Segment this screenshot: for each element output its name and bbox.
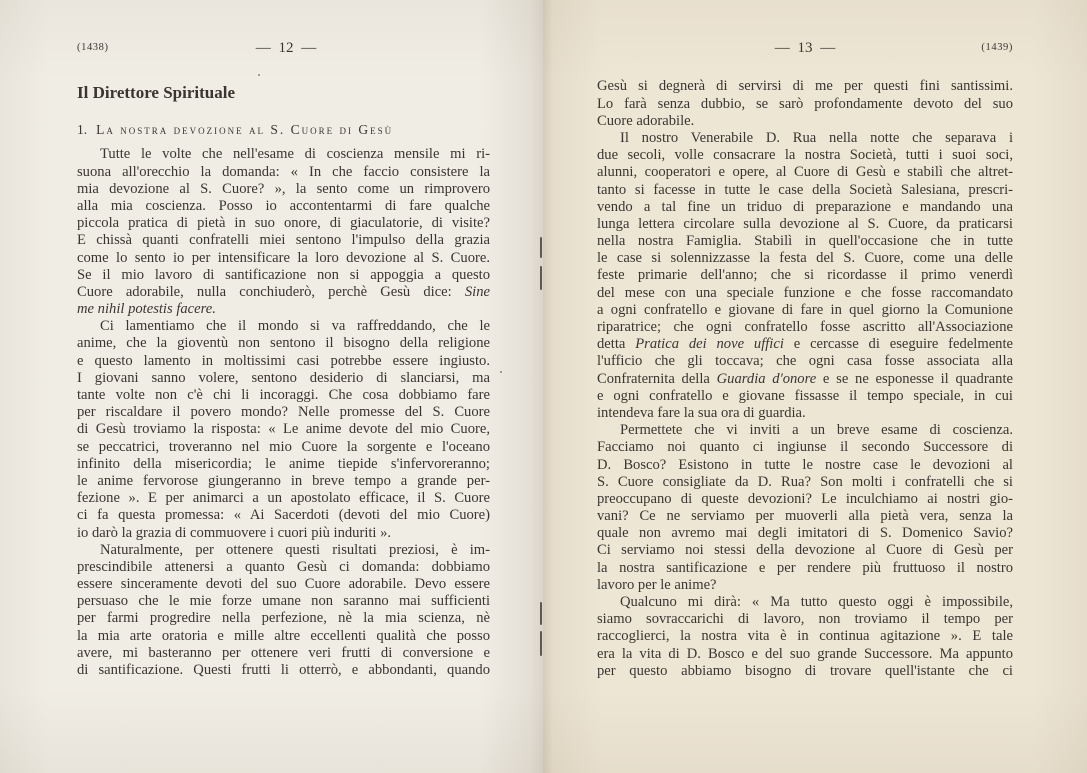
- print-speck: [258, 74, 260, 76]
- line-text: lunga lettera circolare sulla devozione al S. Cuore, da praticarsi: [597, 215, 1013, 232]
- text-line: [77, 628, 490, 645]
- line-text: l'ufficio che gli toccava; che ogni casa fosse associata alla: [597, 353, 1013, 370]
- text-line: [597, 594, 1013, 611]
- text-line: [77, 146, 490, 163]
- line-text: lavoro per le anime?: [597, 576, 717, 593]
- text-line: [77, 353, 490, 370]
- line-text: D. Bosco? Esistono in tutte le nostre case le devozioni al: [597, 456, 1013, 473]
- line-text: tanto si facesse in tutte le case della Società Salesiana, prescri-: [597, 181, 1013, 198]
- line-text: anime, che la gioventù non sentono il bisogno della religione: [77, 335, 490, 352]
- text-line: [597, 302, 1013, 319]
- line-text: io darò la grazia di commuovere i cuori più induriti ».: [77, 524, 392, 541]
- binding-staple-mark: [540, 266, 542, 290]
- right-page: [543, 0, 1087, 773]
- italic-text: me nihil potestis facere.: [77, 301, 216, 318]
- line-text: alunni, cooperatori e opere, al Cuore di Gesù e stabilì che altret-: [597, 164, 1013, 181]
- text-line: [77, 490, 490, 507]
- text-line: [77, 335, 490, 352]
- line-text: feste primarie dell'anno; che si ricordasse il primo venerdì: [597, 267, 1013, 284]
- text-line: [77, 559, 490, 576]
- line-text: prescindibile attenersi a quanto Gesù ci domanda: dobbiamo: [77, 558, 490, 575]
- line-text: per questo abbiamo bisogno di trovare quell'istante che ci: [597, 662, 1013, 679]
- line-text: Naturalmente, per ottenere questi risultati preziosi, è im-: [100, 541, 490, 558]
- line-text: come lo sento io per intensificare la loro devozione al S. Cuore.: [77, 249, 490, 266]
- text-line: [77, 164, 490, 181]
- text-line: [77, 267, 490, 284]
- line-text: vani? Ce ne serviamo per muoverli alla pietà vera, senza la: [597, 508, 1013, 525]
- text-line: [597, 508, 1013, 525]
- binding-staple-mark: [540, 237, 542, 258]
- line-text: ci fa questa promessa: « Ai Sacerdoti (devoti del mio Cuore): [77, 507, 490, 524]
- paragraph: [77, 146, 490, 318]
- text-line: [597, 542, 1013, 559]
- binding-staple-mark: [540, 631, 542, 656]
- line-text: Se il mio lavoro di santificazione non si appoggia a questo: [77, 266, 490, 283]
- paragraph: [77, 542, 490, 680]
- line-text: Lo farà senza dubbio, se sarò profondamente devoto del suo: [597, 95, 1013, 112]
- line-text: Ci serviamo noi stessi della devozione al Cuore di Gesù per: [597, 542, 1013, 559]
- text-line: [77, 456, 490, 473]
- volume-page-reference: (1438): [77, 42, 109, 53]
- text-line: [597, 405, 1013, 422]
- line-text: di Gesù troviamo la risposta: « Le anime devote del mio Cuore,: [77, 421, 490, 438]
- line-text: del mese con una speciale funzione e che fosse raccomandato: [597, 284, 1013, 301]
- line-text: essere sinceramente devoti del suo Cuore adorabile. Devo essere: [77, 576, 490, 593]
- text-line: [77, 421, 490, 438]
- text-line: [597, 130, 1013, 147]
- line-text: Qualcuno mi dirà: « Ma tutto questo oggi è impossibile,: [620, 594, 1013, 611]
- volume-page-reference: (1439): [981, 42, 1013, 53]
- line-text: alla mia coscienza. Posso io accontentarmi di fare qualche: [77, 197, 490, 214]
- text-line: [597, 182, 1013, 199]
- line-text: I giovani sanno volere, sentono desiderio di slanciarsi, ma: [77, 369, 490, 386]
- line-text: Facciamo noi quanto ci ingiunse il secondo Successore di: [597, 439, 1013, 456]
- line-text: Il nostro Venerabile D. Rua nella notte che separava i: [620, 129, 1013, 146]
- text-line: [77, 250, 490, 267]
- text-line: [77, 593, 490, 610]
- italic-text: Pratica dei nove uffici: [635, 336, 784, 353]
- line-text: preoccupano di queste devozioni? Le inculchiamo ai nostri gio-: [597, 490, 1013, 507]
- text-line: [597, 628, 1013, 645]
- line-text: a ogni confratello e giovane di fare in quel giorno la Comunione: [597, 301, 1013, 318]
- line-text: e ogni confratello e giovane fissasse il tempo speciale, in cui: [597, 387, 1013, 404]
- line-text: due secoli, volle consacrare la nostra Società, tutti i suoi soci,: [597, 147, 1013, 164]
- text-line: [597, 164, 1013, 181]
- text-line: [77, 525, 490, 542]
- text-line: [597, 199, 1013, 216]
- text-line: [77, 662, 490, 679]
- line-text: piccola pratica di pietà in suo onore, di giaculatorie, di visite?: [77, 215, 490, 232]
- text-line: [77, 198, 490, 215]
- text-line: [77, 232, 490, 249]
- line-text: siamo sovraccarichi di lavoro, non troviamo il tempo per: [597, 611, 1013, 628]
- line-text: Confraternita della: [597, 370, 717, 387]
- text-line: [597, 78, 1013, 95]
- text-line: [77, 542, 490, 559]
- text-line: [77, 284, 490, 301]
- italic-text: Guardia d'onore: [716, 370, 817, 387]
- line-text: riparatrice; che ogni confratello fosse ascritto all'Associazione: [597, 319, 1013, 336]
- chapter-title: Il Direttore Spirituale: [77, 83, 236, 102]
- text-line: [597, 525, 1013, 542]
- line-text: Tutte le volte che nell'esame di coscienza mensile mi ri-: [100, 146, 490, 163]
- line-text: vendo a tal fine un triduo di preparazione e mandando una: [597, 198, 1013, 215]
- text-line: [77, 439, 490, 456]
- text-line: [597, 285, 1013, 302]
- text-line: [77, 215, 490, 232]
- line-text: persuaso che le mie forze umane non saranno mai sufficienti: [77, 593, 490, 610]
- text-line: [77, 645, 490, 662]
- line-text: Cuore adorabile, nulla conchiuderò, perchè Gesù dice:: [77, 283, 465, 300]
- paragraph: [597, 130, 1013, 422]
- text-line: [597, 216, 1013, 233]
- text-line: [77, 387, 490, 404]
- text-line: [597, 439, 1013, 456]
- print-speck: [500, 371, 502, 373]
- line-text: la mia arte oratoria e mille altre eccellenti qualità che posso: [77, 627, 490, 644]
- page-number: — 12 —: [255, 40, 317, 56]
- text-line: [77, 473, 490, 490]
- line-text: Cuore adorabile.: [597, 112, 695, 129]
- text-line: [597, 491, 1013, 508]
- binding-staple-mark: [540, 602, 542, 625]
- line-text: raccoglierci, la nostra vita è in continua agitazione ». E tale: [597, 628, 1013, 645]
- text-line: [77, 301, 490, 318]
- line-text: avere, mi basteranno per ottenere veri frutti di conversione e: [77, 644, 490, 661]
- section-title: La nostra devozione al S. Cuore di Gesù: [96, 122, 394, 137]
- line-text: le anime fervorose giungeranno in breve tempo a grande per-: [77, 472, 490, 489]
- section-number: 1.: [77, 122, 88, 137]
- text-line: [77, 318, 490, 335]
- text-line: [597, 233, 1013, 250]
- text-line: [597, 474, 1013, 491]
- line-text: le case si solennizzasse la festa del S. Cuore, come una delle: [597, 250, 1013, 267]
- line-text: per farmi progredire nella perfezione, nè la mia scienza, nè: [77, 610, 490, 627]
- text-line: [597, 96, 1013, 113]
- text-line: [597, 560, 1013, 577]
- paragraph: [77, 318, 490, 541]
- text-line: [597, 388, 1013, 405]
- line-text: e se ne esponesse il quadrante: [816, 370, 1013, 387]
- section-heading: [77, 122, 393, 138]
- text-line: [597, 319, 1013, 336]
- line-text: di santificazione. Questi frutti li otterrò, e abbondanti, quando: [77, 662, 490, 679]
- text-line: [77, 576, 490, 593]
- text-line: [77, 507, 490, 524]
- line-text: era la vita di D. Bosco e del suo grande Successore. Ma appunto: [597, 645, 1013, 662]
- line-text: intendeva fare la sua ora di guardia.: [597, 404, 806, 421]
- text-line: [77, 610, 490, 627]
- line-text: e cercasse di eseguire fedelmente: [783, 336, 1014, 353]
- line-text: suona all'orecchio la domanda: « In che faccio consistere la: [77, 163, 490, 180]
- text-line: [597, 577, 1013, 594]
- page-body: [77, 146, 490, 679]
- line-text: la nostra santificazione e per rendere più fruttuoso il nostro: [597, 559, 1013, 576]
- text-line: [597, 147, 1013, 164]
- line-text: se peccatrici, troveranno nel mio Cuore la sorgente e l'oceano: [77, 438, 490, 455]
- line-text: Permettete che vi inviti a un breve esame di coscienza.: [620, 422, 1013, 439]
- line-text: infinito della misericordia; le anime tiepide s'infervoreranno;: [77, 455, 490, 472]
- text-line: [77, 404, 490, 421]
- text-line: [597, 611, 1013, 628]
- text-line: [77, 370, 490, 387]
- line-text: detta: [597, 336, 636, 353]
- paragraph: [597, 422, 1013, 594]
- line-text: tante volte non c'è chi li incoraggi. Che cosa dobbiamo fare: [77, 387, 490, 404]
- text-line: [597, 353, 1013, 370]
- line-text: quale non avremo mai degli imitatori di S. Domenico Savio?: [597, 525, 1013, 542]
- text-line: [597, 663, 1013, 680]
- text-line: [597, 113, 1013, 130]
- page-body: [597, 78, 1013, 680]
- text-line: [597, 267, 1013, 284]
- page-number: — 13 —: [774, 40, 836, 56]
- line-text: mia devozione al S. Cuore? », la sento come un rimprovero: [77, 180, 490, 197]
- line-text: E chissà quanti confratelli miei sentono l'impulso della grazia: [77, 232, 490, 249]
- text-line: [597, 646, 1013, 663]
- text-line: [597, 371, 1013, 388]
- left-page: [0, 0, 543, 773]
- line-text: S. Cuore consigliate da D. Rua? Son molti i confratelli che si: [597, 473, 1013, 490]
- line-text: fezione ». E per animarci a un apostolato efficace, il S. Cuore: [77, 490, 490, 507]
- line-text: Gesù si degnerà di servirsi di me per questi fini santissimi.: [597, 78, 1013, 95]
- line-text: e questo lamento in moltissimi casi potrebbe essere ingiusto.: [77, 352, 490, 369]
- text-line: [597, 457, 1013, 474]
- paragraph: [597, 78, 1013, 130]
- text-line: [597, 250, 1013, 267]
- text-line: [597, 422, 1013, 439]
- text-line: [77, 181, 490, 198]
- line-text: Ci lamentiamo che il mondo si va raffreddando, che le: [100, 318, 490, 335]
- paragraph: [597, 594, 1013, 680]
- text-line: [597, 336, 1013, 353]
- italic-text: Sine: [464, 283, 490, 300]
- line-text: nella nostra Famiglia. Stabilì in quell'occasione che in tutte: [597, 233, 1013, 250]
- line-text: per riscaldare il povero mondo? Nelle promesse del S. Cuore: [77, 404, 490, 421]
